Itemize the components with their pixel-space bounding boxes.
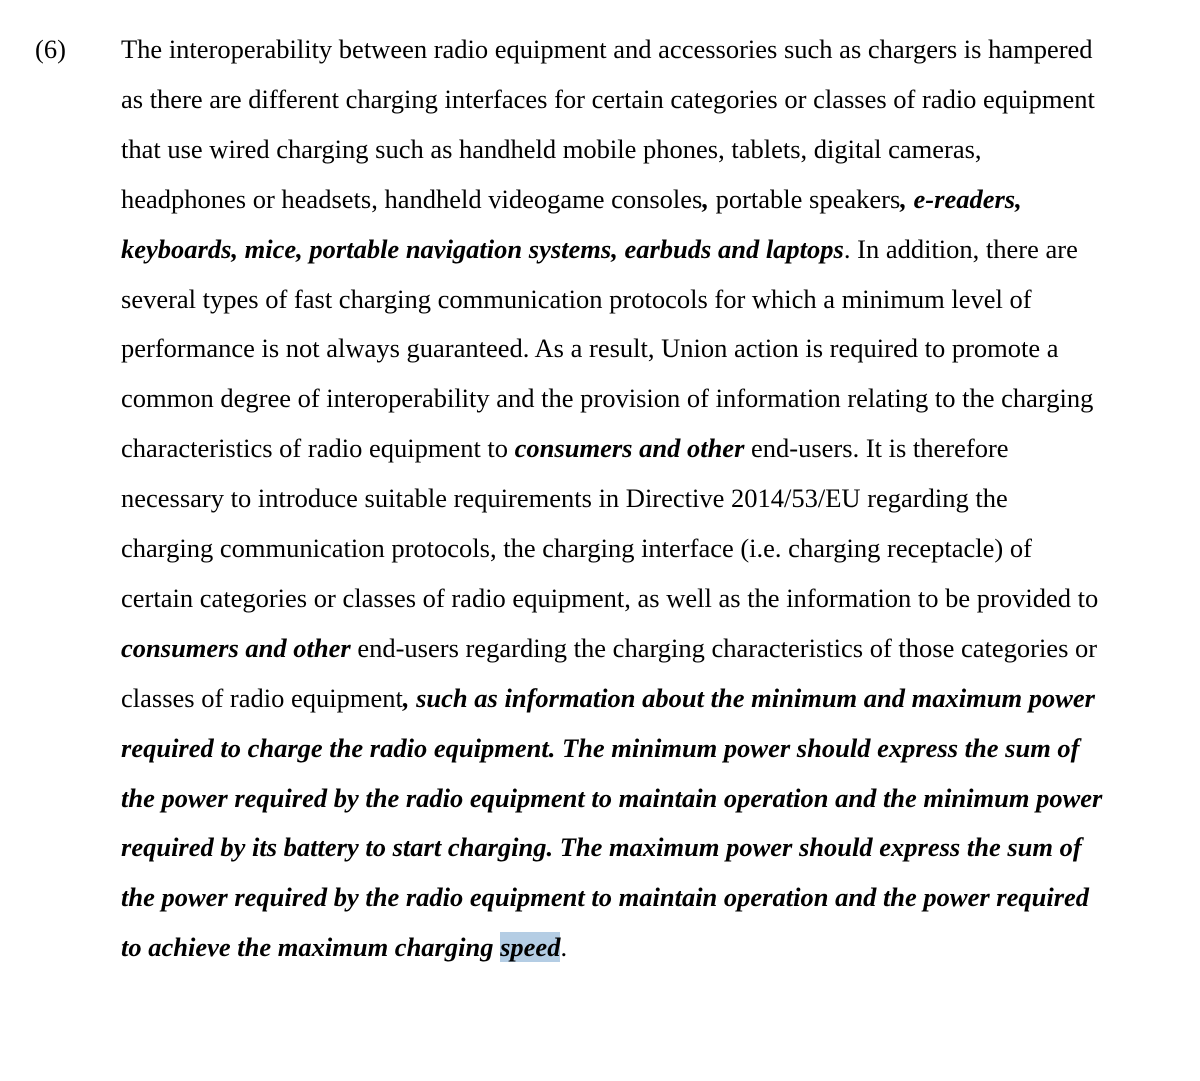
text-segment: , e-readers, [900, 183, 1022, 214]
text-segment: common degree of interoperability and the provision of information relating to the charging [121, 383, 1094, 414]
text-segment: , [702, 183, 709, 214]
text-line [121, 74, 1095, 124]
text-segment: required by its battery to start charging. The maximum power should express the sum of [121, 832, 1082, 863]
text-line [121, 174, 1022, 224]
text-segment: as there are different charging interfaces for certain categories or classes of radio equipment [121, 83, 1095, 114]
text-line [121, 373, 1093, 423]
text-line [121, 773, 1102, 823]
text-segment: charging communication protocols, the charging interface (i.e. charging receptacle) of [121, 533, 1032, 563]
text-segment: that use wired charging such as handheld mobile phones, tablets, digital cameras, [121, 133, 982, 164]
text-line [121, 523, 1032, 573]
text-segment: characteristics of radio equipment to [121, 433, 515, 464]
text-line [121, 723, 1080, 773]
text-segment: to achieve the maximum charging [121, 932, 501, 963]
text-segment: consumers and other [514, 433, 745, 464]
text-segment: portable speakers [708, 183, 901, 214]
selected-text: speed [500, 932, 561, 963]
text-segment: keyboards, mice, portable navigation systems, earbuds and laptops [121, 233, 844, 264]
text-line [121, 24, 1093, 74]
text-segment: end-users. It is therefore [744, 433, 1009, 464]
text-segment: consumers and other [121, 632, 351, 663]
text-line [121, 323, 1059, 373]
text-segment: necessary to introduce suitable requirements in Directive 2014/53/EU regarding the [121, 483, 1008, 514]
text-segment: several types of fast charging communication protocols for which a minimum level of [121, 283, 1032, 314]
text-segment: headphones or headsets, handheld videogame consoles [121, 183, 703, 214]
text-line [121, 274, 1032, 324]
text-segment: the power required by the radio equipment to maintain operation and the minimum power [121, 782, 1103, 813]
text-segment: The interoperability between radio equipment and accessories such as chargers is hampered [121, 34, 1093, 64]
text-line [121, 473, 1008, 523]
text-line [121, 423, 1009, 473]
text-segment: certain categories or classes of radio equipment, as well as the information to be provided to [121, 582, 1099, 613]
recital-number: (6) [35, 34, 66, 64]
text-line [121, 623, 1097, 673]
text-segment: end-users regarding the charging characteristics of those categories or [350, 632, 1098, 663]
text-line [121, 224, 1078, 274]
text-segment: performance is not always guaranteed. As a result, Union action is required to promote a [121, 333, 1059, 364]
text-line [121, 573, 1098, 623]
text-line [121, 673, 1095, 723]
text-line [121, 822, 1082, 872]
text-segment: . [560, 932, 568, 963]
text-segment: . In addition, there are [843, 233, 1078, 264]
text-segment: classes of radio equipment [121, 682, 403, 713]
text-segment: , such as information about the minimum and maximum power [402, 682, 1095, 713]
text-line [121, 124, 982, 174]
text-line [121, 872, 1089, 922]
text-segment: required to charge the radio equipment. The minimum power should express the sum of [121, 732, 1080, 763]
text-segment: the power required by the radio equipment to maintain operation and the power required [121, 882, 1090, 913]
text-line [121, 922, 567, 972]
